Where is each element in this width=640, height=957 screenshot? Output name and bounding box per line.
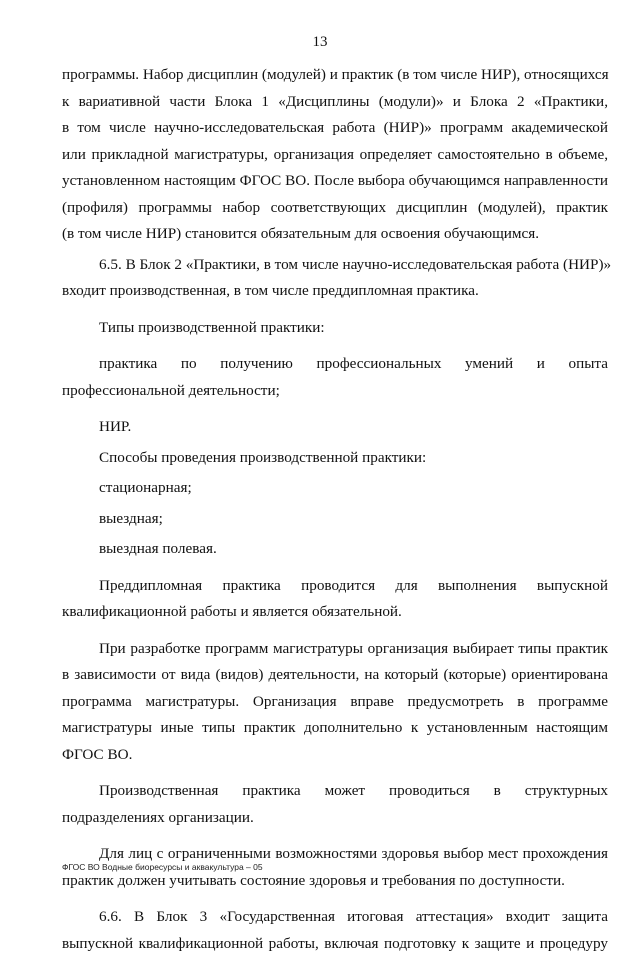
document-footer: ФГОС ВО Водные биоресурсы и аквакультура – 05 — [62, 862, 263, 872]
text-line: стационарная; — [62, 475, 608, 502]
text-line: Способы проведения производственной практики: — [62, 445, 608, 472]
text-line: подразделениях организации. — [62, 805, 608, 832]
text-line: Производственная практика может проводиться в структурных — [62, 778, 608, 805]
text-line: квалификационной работы и является обязательной. — [62, 599, 608, 626]
text-line: НИР. — [62, 414, 608, 441]
document-body — [62, 62, 608, 957]
text-line: (в том числе НИР) становится обязательным для освоения обучающимся. — [62, 221, 608, 248]
text-line: 6.6. В Блок 3 «Государственная итоговая аттестация» входит защита — [62, 904, 608, 931]
text-line: выпускной квалификационной работы, включая подготовку к защите и процедуру — [62, 931, 608, 957]
text-line: выездная полевая. — [62, 536, 608, 563]
text-line: установленном настоящим ФГОС ВО. После выбора обучающимся направленности — [62, 168, 608, 195]
text-line: в зависимости от вида (видов) деятельности, на который (которые) ориентирована — [62, 662, 608, 689]
text-line: магистратуры иные типы практик дополнительно к установленным настоящим — [62, 715, 608, 742]
text-line: практика по получению профессиональных умений и опыта — [62, 351, 608, 378]
text-line: ФГОС ВО. — [62, 742, 608, 769]
text-line: входит производственная, в том числе преддипломная практика. — [62, 278, 608, 305]
text-line: программа магистратуры. Организация вправе предусмотреть в программе — [62, 689, 608, 716]
text-line: к вариативной части Блока 1 «Дисциплины (модули)» и Блока 2 «Практики, — [62, 89, 608, 116]
text-line: программы. Набор дисциплин (модулей) и практик (в том числе НИР), относящихся — [62, 62, 608, 89]
text-line: выездная; — [62, 506, 608, 533]
text-line: Преддипломная практика проводится для выполнения выпускной — [62, 573, 608, 600]
text-line: (профиля) программы набор соответствующих дисциплин (модулей), практик — [62, 195, 608, 222]
text-line: 6.5. В Блок 2 «Практики, в том числе научно-исследовательская работа (НИР)» — [62, 252, 608, 279]
text-line: или прикладной магистратуры, организация определяет самостоятельно в объеме, — [62, 142, 608, 169]
text-line: в том числе научно-исследовательская работа (НИР)» программ академической — [62, 115, 608, 142]
text-line: практик должен учитывать состояние здоровья и требования по доступности. — [62, 868, 608, 895]
text-line: При разработке программ магистратуры организация выбирает типы практик — [62, 636, 608, 663]
text-line: Типы производственной практики: — [62, 315, 608, 342]
text-line: Для лиц с ограниченными возможностями здоровья выбор мест прохождения — [62, 841, 608, 868]
text-line: профессиональной деятельности; — [62, 378, 608, 405]
page-number: 13 — [0, 34, 640, 51]
